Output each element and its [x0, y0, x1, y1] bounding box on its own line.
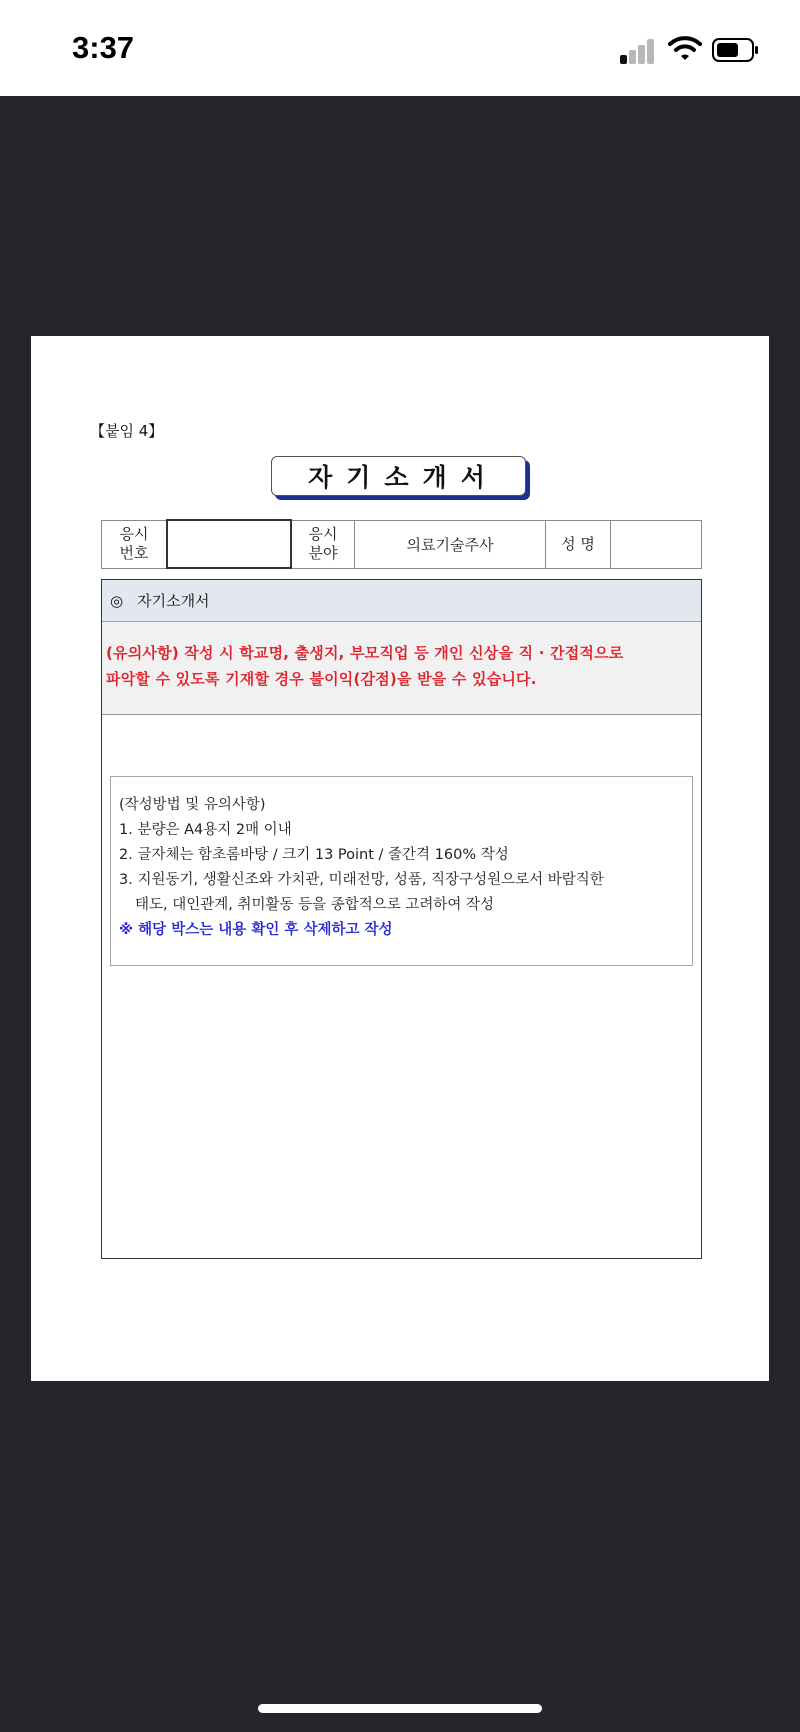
exam-number-label: 응시 번호 [102, 520, 168, 568]
document-title: 자기소개서 [271, 456, 526, 496]
guide-item-continuation: 태도, 대인관계, 취미활동 등을 종합적으로 고려하여 작성 [135, 897, 495, 913]
document-page [31, 336, 769, 1381]
guide-item: 2. 글자체는 함초롬바탕 / 크기 13 Point / 줄간격 160% 작성 [119, 847, 509, 863]
section-title: 자기소개서 [137, 592, 210, 610]
wifi-icon [668, 34, 702, 62]
name-value [611, 520, 702, 568]
self-introduction-box [101, 579, 702, 1259]
guide-heading: (작성방법 및 유의사항) [119, 797, 266, 813]
home-indicator[interactable] [258, 1704, 542, 1713]
guide-item: 3. 지원동기, 생활신조와 가치관, 미래전망, 성품, 직장구성원으로서 바람직한 [119, 872, 604, 888]
writing-guide-box [110, 776, 693, 966]
name-label: 성 명 [546, 520, 611, 568]
attachment-label: 【붙임 4】 [90, 422, 164, 440]
guide-note: ※ 해당 박스는 내용 확인 후 삭제하고 작성 [119, 922, 393, 938]
field-value: 의료기술주사 [355, 520, 546, 568]
guide-item: 1. 분량은 A4용지 2매 이내 [119, 822, 292, 838]
exam-number-value [167, 520, 291, 568]
status-bar [0, 0, 800, 96]
cellular-signal-icon [620, 38, 656, 64]
status-time: 3:37 [72, 30, 135, 65]
field-label: 응시 분야 [291, 520, 355, 568]
double-circle-icon: ◎ [110, 591, 124, 610]
notice-text: (유의사항) 작성 시 학교명, 출생지, 부모직업 등 개인 신상을 직 · 간접적으로 파악할 수 있도록 기재할 경우 불이익(감점)을 받을 수 있습니다. [102, 622, 701, 715]
section-header [102, 580, 701, 622]
applicant-info-table [101, 519, 702, 569]
battery-icon [712, 38, 760, 62]
